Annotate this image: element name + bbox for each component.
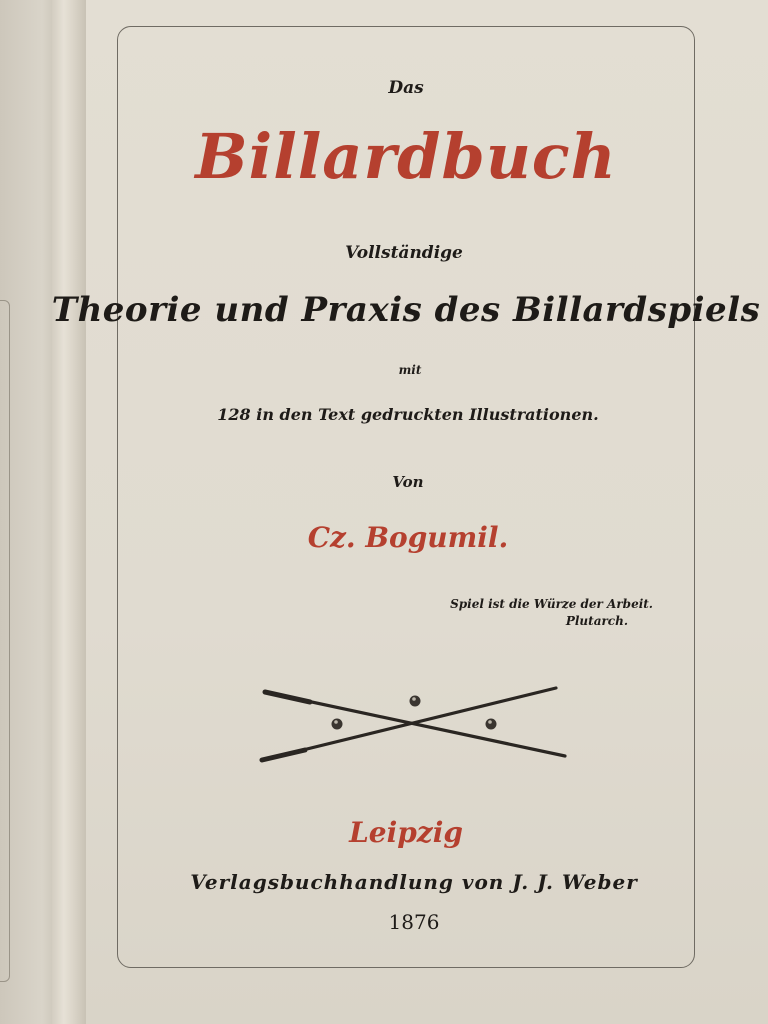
subtitle-connector: mit: [398, 363, 422, 377]
motto-author: Plutarch.: [565, 614, 628, 628]
publication-year: 1876: [388, 910, 440, 934]
crossed-billiard-cues-icon: [250, 680, 580, 775]
billiard-ball-3: [486, 719, 497, 730]
cue-butt-1: [265, 692, 310, 702]
left-page-frame: [0, 300, 10, 982]
publication-city: Leipzig: [349, 816, 463, 849]
illustrations-note: 128 in den Text gedruckten Illustrationen.: [217, 405, 599, 424]
book-title: Billardbuch: [195, 120, 617, 193]
billiard-ball-1: [410, 696, 421, 707]
motto-text: Spiel ist die Würze der Arbeit.: [450, 597, 653, 611]
title-prefix: Das: [388, 78, 424, 98]
author-prefix: Von: [392, 473, 424, 491]
motto: [450, 597, 653, 628]
publisher: Verlagsbuchhandlung von J. J. Weber: [190, 870, 638, 894]
subtitle-line-2: Theorie und Praxis des Billardspiels: [51, 290, 761, 330]
billiard-ball-2: [332, 719, 343, 730]
cue-butt-2: [262, 750, 305, 760]
author-name: Cz. Bogumil.: [307, 521, 509, 554]
subtitle-line-1: Vollständige: [345, 243, 463, 263]
